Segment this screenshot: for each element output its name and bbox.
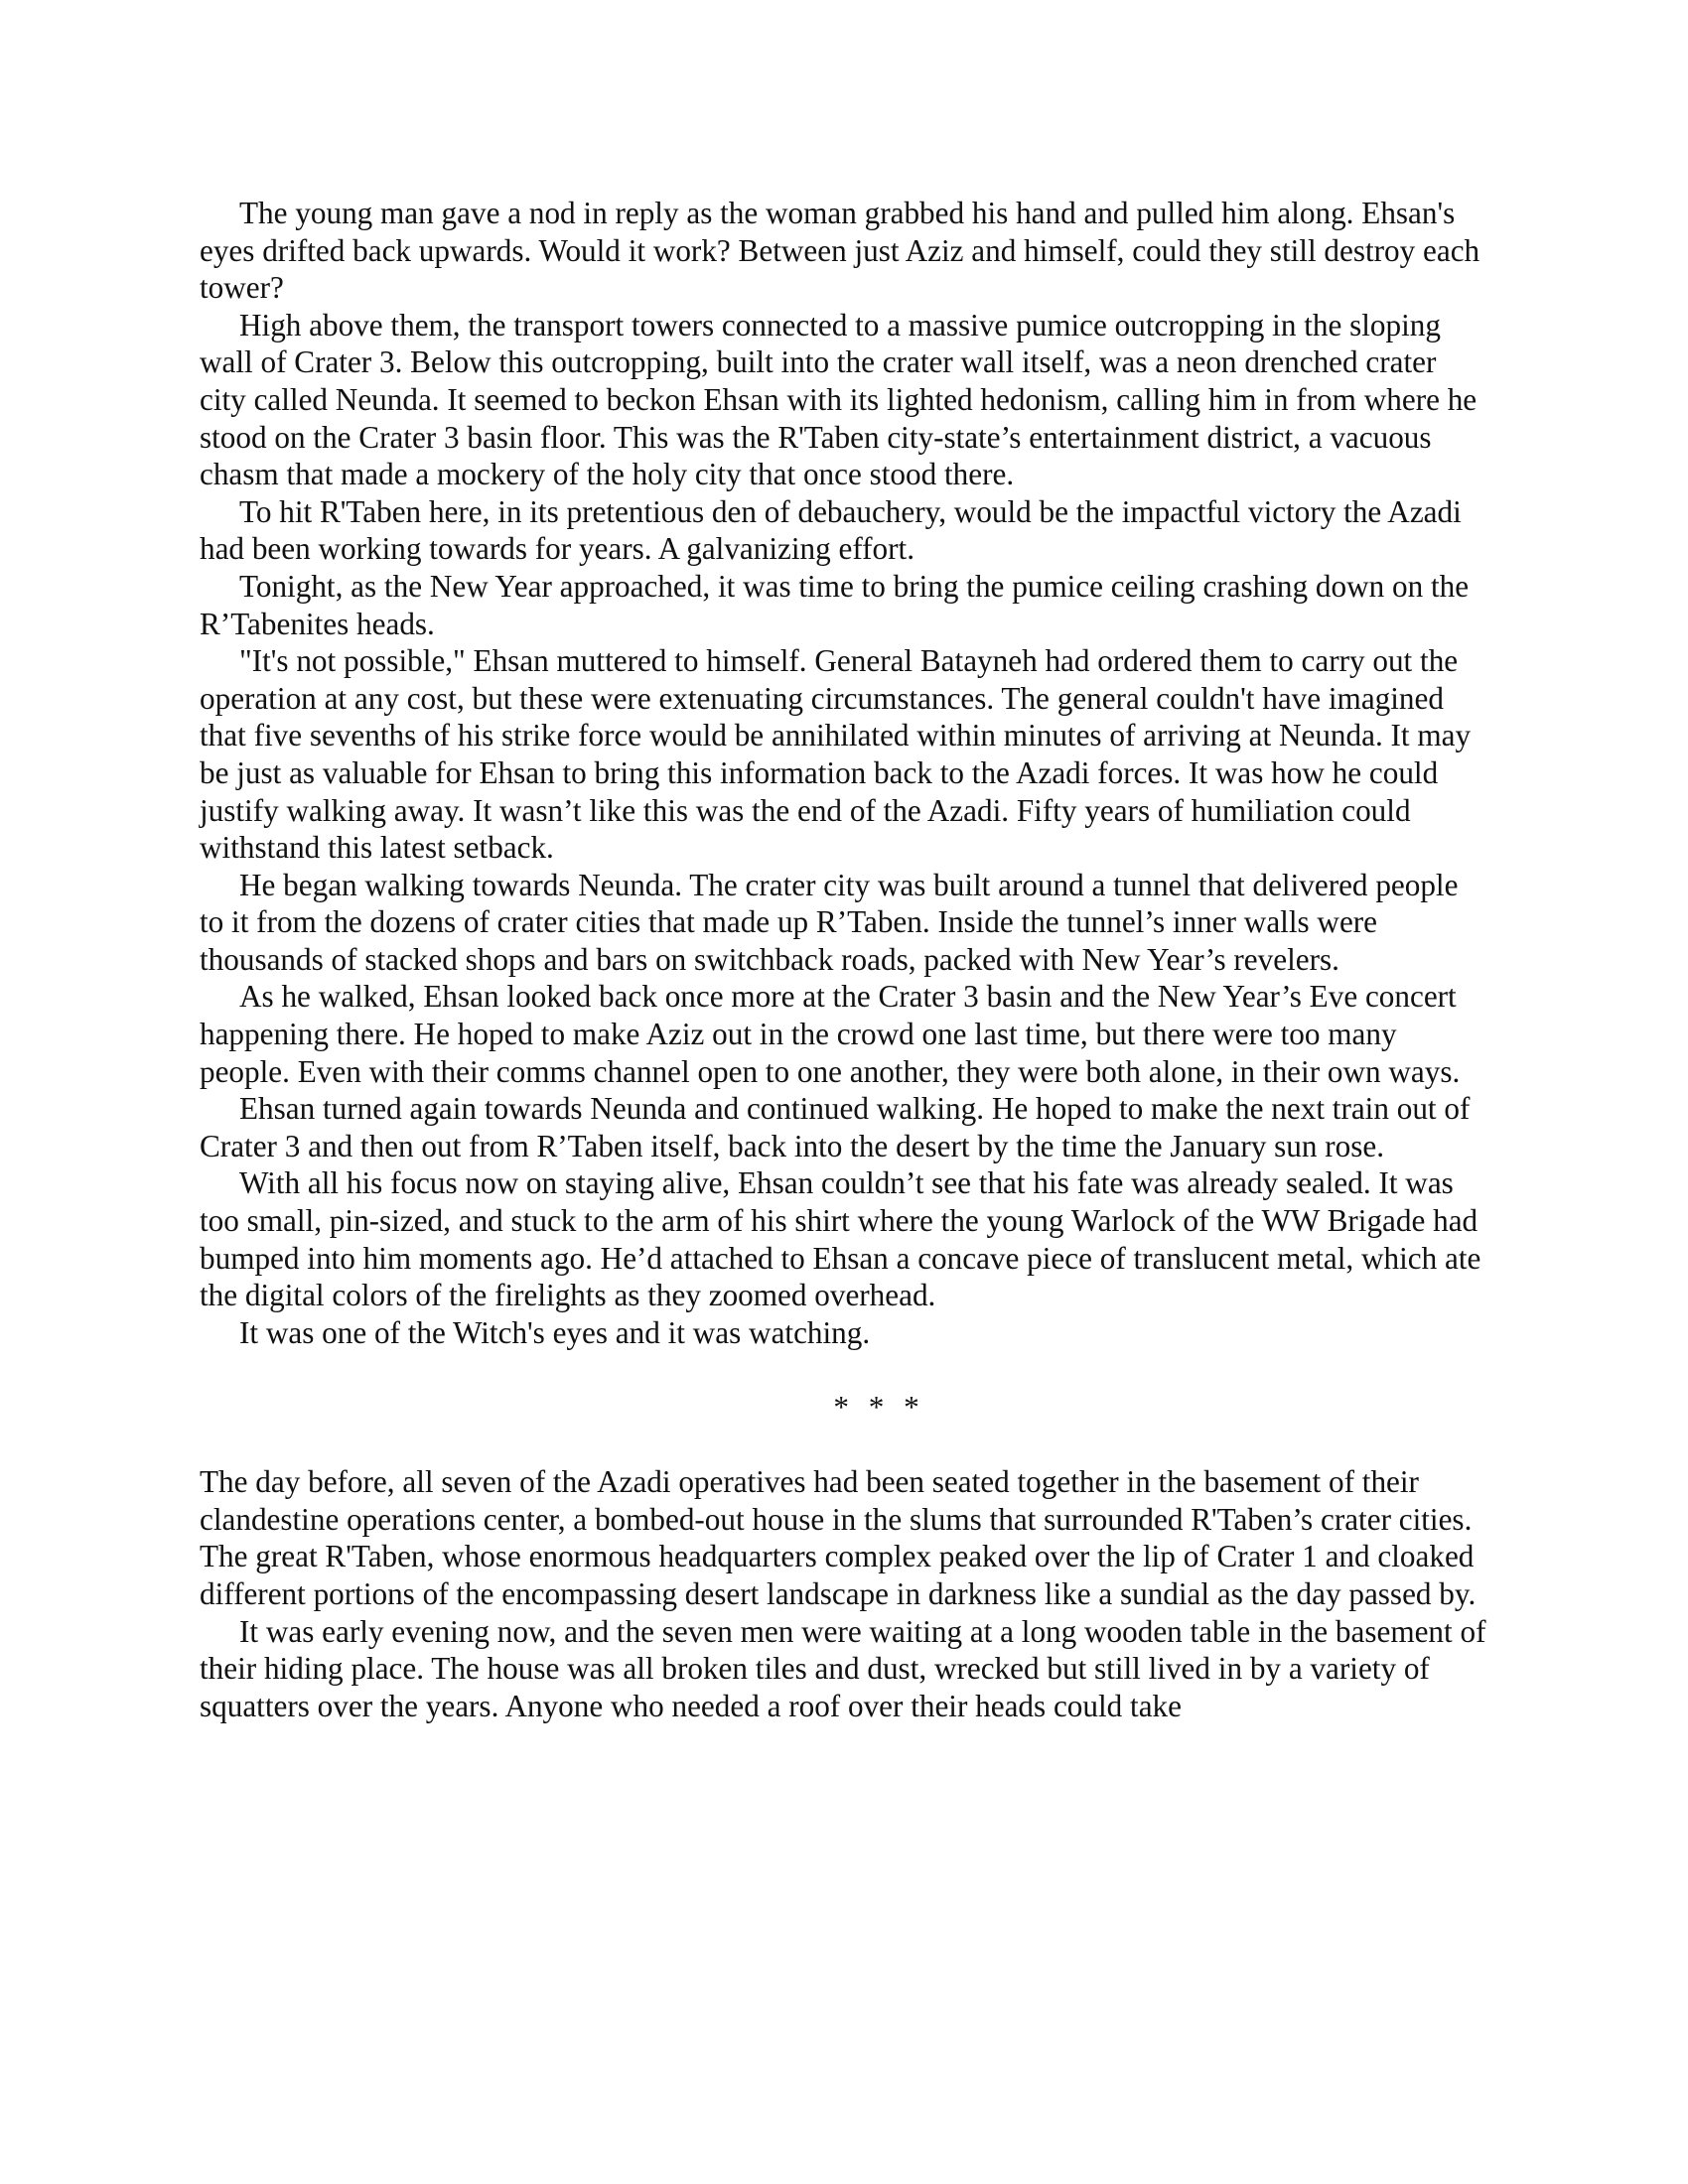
spacer	[200, 1351, 1489, 1389]
spacer	[200, 1427, 1489, 1464]
paragraph: It was early evening now, and the seven men were waiting at a long wooden table in the basement of their hiding place. The house was all broken tiles and dust, wrecked but still lived in by a variety of squatters over the years. Anyone who needed a roof over their heads could take	[200, 1613, 1486, 1723]
section-two	[200, 1463, 1489, 1724]
paragraph: The day before, all seven of the Azadi operatives had been seated together in the basement of their clandestine operations center, a bombed-out house in the slums that surrounded R'Taben’s crater cities. The great R'Taben, whose enormous headquarters complex peaked over the lip of Crater 1 and cloaked different portions of the encompassing desert landscape in darkness like a sundial as the day passed by.	[200, 1464, 1477, 1611]
paragraph: "It's not possible," Ehsan muttered to himself. General Batayneh had ordered them to carry out the operation at any cost, but these were extenuating circumstances. The general couldn't have imagined that five sevenths of his strike force would be annihilated within minutes of arriving at Neunda. It may be just as valuable for Ehsan to bring this information back to the Azadi forces. It was how he could justify walking away. It wasn’t like this was the end of the Azadi. Fifty years of humiliation could withstand this latest setback.	[200, 643, 1472, 866]
paragraph: Tonight, as the New Year approached, it was time to bring the pumice ceiling crashing down on the R’Tabenites heads.	[200, 568, 1470, 641]
scene-break: * * *	[833, 1390, 925, 1425]
paragraph: To hit R'Taben here, in its pretentious den of debauchery, would be the impactful victory the Azadi had been working towards for years. A galvanizing effort.	[200, 493, 1462, 567]
paragraph: He began walking towards Neunda. The crater city was built around a tunnel that delivered people to it from the dozens of crater cities that made up R’Taben. Inside the tunnel’s inner walls were thousands of stacked shops and bars on switchback roads, packed with New Year’s revelers.	[200, 867, 1459, 977]
paragraph: It was one of the Witch's eyes and it was watching.	[239, 1314, 871, 1350]
paragraph: As he walked, Ehsan looked back once more at the Crater 3 basin and the New Year’s Eve concert happening there. He hoped to make Aziz out in the crowd one last time, but there were too many people. Even with their comms channel open to one another, they were both alone, in their own ways.	[200, 979, 1461, 1089]
paragraph: High above them, the transport towers connected to a massive pumice outcropping in the sloping wall of Crater 3. Below this outcropping, built into the crater wall itself, was a neon drenched crater city called Neunda. It seemed to beckon Ehsan with its lighted hedonism, calling him in from where he stood on the Crater 3 basin floor. This was the R'Taben city-state’s entertainment district, a vacuous chasm that made a mockery of the holy city that once stood there.	[200, 307, 1477, 492]
paragraph: The young man gave a nod in reply as the woman grabbed his hand and pulled him along. Ehsan's eyes drifted back upwards. Would it work? Between just Aziz and himself, could they still destroy each tower?	[200, 196, 1480, 306]
paragraph: With all his focus now on staying alive, Ehsan couldn’t see that his fate was already sealed. It was too small, pin-sized, and stuck to the arm of his shirt where the young Warlock of the WW Brigade had bumped into him moments ago. He’d attached to Ehsan a concave piece of translucent metal, which ate the digital colors of the firelights as they zoomed overhead.	[200, 1165, 1481, 1313]
paragraph: Ehsan turned again towards Neunda and continued walking. He hoped to make the next train out of Crater 3 and then out from R’Taben itself, back into the desert by the time the January sun rose.	[200, 1091, 1471, 1163]
section-one	[200, 195, 1489, 1351]
